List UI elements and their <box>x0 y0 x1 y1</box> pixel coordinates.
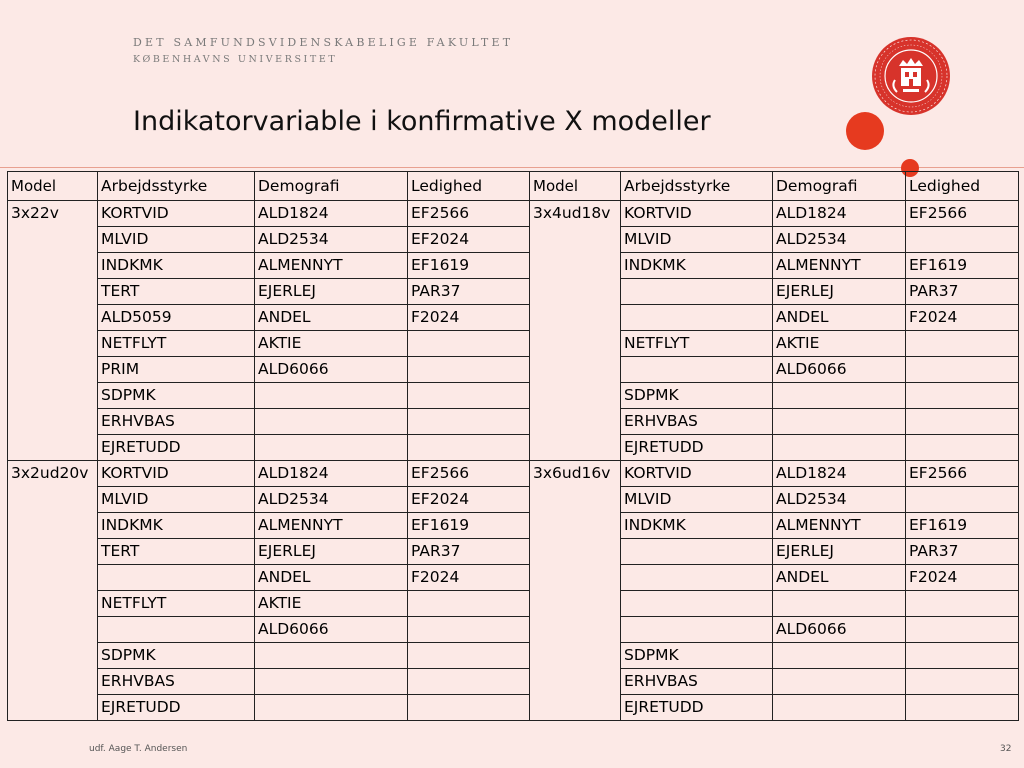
model-cell: 3x4ud18v <box>530 201 621 461</box>
table-cell: ALD1824 <box>255 461 408 487</box>
table-cell: F2024 <box>408 565 530 591</box>
table-cell: ERHVBAS <box>98 669 255 695</box>
table-cell: PRIM <box>98 357 255 383</box>
faculty-header <box>133 34 513 68</box>
table-cell <box>906 409 1019 435</box>
table-cell: MLVID <box>98 487 255 513</box>
table-cell: EJERLEJ <box>773 279 906 305</box>
page-number: 32 <box>1000 744 1012 754</box>
table-cell: NETFLYT <box>98 591 255 617</box>
table-cell: ERHVBAS <box>98 409 255 435</box>
header-divider <box>0 167 1024 168</box>
table-cell <box>98 617 255 643</box>
table-cell <box>408 643 530 669</box>
header-cell: Arbejdsstyrke <box>621 172 773 201</box>
model-cell: 3x22v <box>8 201 98 461</box>
table-cell: ALMENNYT <box>773 513 906 539</box>
table-cell: ANDEL <box>773 305 906 331</box>
table-cell: EF2566 <box>408 201 530 227</box>
header-cell: Ledighed <box>408 172 530 201</box>
table-cell: ALD6066 <box>255 617 408 643</box>
table-cell: F2024 <box>906 565 1019 591</box>
model-cell: 3x6ud16v <box>530 461 621 721</box>
table-cell: EF2566 <box>906 461 1019 487</box>
table-row <box>8 539 1019 565</box>
table-cell: EJRETUDD <box>621 435 773 461</box>
table-cell <box>255 695 408 721</box>
model-cell: 3x2ud20v <box>8 461 98 721</box>
table-cell <box>621 565 773 591</box>
table-cell: ALMENNYT <box>255 253 408 279</box>
table-cell: MLVID <box>98 227 255 253</box>
table-cell <box>98 565 255 591</box>
table-row <box>8 695 1019 721</box>
table-row <box>8 201 1019 227</box>
table-cell: SDPMK <box>98 383 255 409</box>
table-cell: TERT <box>98 539 255 565</box>
table-cell <box>906 617 1019 643</box>
table-cell <box>408 409 530 435</box>
table-cell <box>255 669 408 695</box>
table-cell <box>408 617 530 643</box>
table-cell <box>906 357 1019 383</box>
table-cell <box>621 357 773 383</box>
table-cell <box>773 383 906 409</box>
table-cell: ALD6066 <box>773 617 906 643</box>
table-cell: TERT <box>98 279 255 305</box>
table-cell: EJERLEJ <box>773 539 906 565</box>
table-row <box>8 669 1019 695</box>
table-cell: ANDEL <box>255 565 408 591</box>
table-cell: SDPMK <box>98 643 255 669</box>
table-cell: F2024 <box>408 305 530 331</box>
table-cell: KORTVID <box>621 201 773 227</box>
table-cell: ERHVBAS <box>621 409 773 435</box>
header-cell: Model <box>530 172 621 201</box>
table-cell: ALMENNYT <box>255 513 408 539</box>
table-cell: PAR37 <box>906 539 1019 565</box>
table-cell: MLVID <box>621 487 773 513</box>
table-row <box>8 617 1019 643</box>
table-cell <box>255 383 408 409</box>
header-cell: Ledighed <box>906 172 1019 201</box>
table-cell: EJERLEJ <box>255 279 408 305</box>
table-cell: PAR37 <box>408 539 530 565</box>
table-row <box>8 487 1019 513</box>
table-cell: KORTVID <box>98 461 255 487</box>
table-cell: EF2566 <box>906 201 1019 227</box>
table-cell: ANDEL <box>773 565 906 591</box>
table-cell: PAR37 <box>906 279 1019 305</box>
table-cell: SDPMK <box>621 383 773 409</box>
table-row <box>8 227 1019 253</box>
table-cell <box>773 669 906 695</box>
table-cell <box>773 409 906 435</box>
table-cell: SDPMK <box>621 643 773 669</box>
table-cell <box>621 279 773 305</box>
table-row <box>8 513 1019 539</box>
table-body <box>8 172 1019 721</box>
table-cell: EJRETUDD <box>98 695 255 721</box>
table-cell: ALD2534 <box>255 227 408 253</box>
table-row <box>8 305 1019 331</box>
table-cell: ALD2534 <box>773 487 906 513</box>
table-row <box>8 591 1019 617</box>
table-cell <box>906 383 1019 409</box>
table-cell <box>906 227 1019 253</box>
table-cell: KORTVID <box>98 201 255 227</box>
table-cell: EJRETUDD <box>98 435 255 461</box>
table-cell: AKTIE <box>255 591 408 617</box>
table-cell <box>621 539 773 565</box>
table-cell: KORTVID <box>621 461 773 487</box>
table-row <box>8 331 1019 357</box>
table-cell <box>408 695 530 721</box>
table-cell: EF1619 <box>906 253 1019 279</box>
table-row <box>8 279 1019 305</box>
table-cell: EF2024 <box>408 487 530 513</box>
table-cell <box>773 591 906 617</box>
footer-author: udf. Aage T. Andersen <box>89 744 188 754</box>
table-row <box>8 461 1019 487</box>
table-cell <box>906 643 1019 669</box>
university-seal-icon <box>871 36 951 116</box>
table-cell: NETFLYT <box>621 331 773 357</box>
table-cell <box>621 305 773 331</box>
table-cell: ALD6066 <box>255 357 408 383</box>
table-cell: PAR37 <box>408 279 530 305</box>
accent-dot-large <box>846 112 884 150</box>
table-cell <box>906 331 1019 357</box>
table-cell <box>408 331 530 357</box>
table-cell <box>408 383 530 409</box>
table-cell <box>255 435 408 461</box>
slide-title: Indikatorvariable i konfirmative X modeller <box>133 106 711 137</box>
table-row <box>8 565 1019 591</box>
table-cell <box>408 435 530 461</box>
table-cell <box>621 591 773 617</box>
university-name: KØBENHAVNS UNIVERSITET <box>133 54 338 65</box>
table-row <box>8 409 1019 435</box>
table-cell: EF2024 <box>408 227 530 253</box>
table-cell: AKTIE <box>773 331 906 357</box>
table-cell: ALD1824 <box>773 201 906 227</box>
header-cell: Arbejdsstyrke <box>98 172 255 201</box>
table-cell: ANDEL <box>255 305 408 331</box>
table-cell <box>773 695 906 721</box>
table-cell: EF1619 <box>408 253 530 279</box>
table-cell: EF1619 <box>408 513 530 539</box>
table-row <box>8 643 1019 669</box>
table-row <box>8 253 1019 279</box>
table-cell <box>906 669 1019 695</box>
table-cell: INDKMK <box>621 513 773 539</box>
table-cell: ALD2534 <box>255 487 408 513</box>
table-cell: INDKMK <box>621 253 773 279</box>
table-cell: ALD1824 <box>255 201 408 227</box>
table-cell <box>408 357 530 383</box>
table-cell: ALMENNYT <box>773 253 906 279</box>
table-cell: ALD1824 <box>773 461 906 487</box>
table-cell <box>408 591 530 617</box>
header-cell: Demografi <box>255 172 408 201</box>
table-cell: F2024 <box>906 305 1019 331</box>
table-cell: INDKMK <box>98 513 255 539</box>
table-row <box>8 383 1019 409</box>
indicator-table <box>7 171 1019 721</box>
table-cell: ALD2534 <box>773 227 906 253</box>
header-cell: Demografi <box>773 172 906 201</box>
header-row <box>8 172 1019 201</box>
table-cell <box>773 435 906 461</box>
table-cell: EJERLEJ <box>255 539 408 565</box>
table-cell: ALD5059 <box>98 305 255 331</box>
table-cell: MLVID <box>621 227 773 253</box>
header-cell: Model <box>8 172 98 201</box>
table-cell: EF1619 <box>906 513 1019 539</box>
table-cell <box>621 617 773 643</box>
table-row <box>8 357 1019 383</box>
table-cell <box>906 435 1019 461</box>
table-cell: ERHVBAS <box>621 669 773 695</box>
table-cell: INDKMK <box>98 253 255 279</box>
faculty-name: DET SAMFUNDSVIDENSKABELIGE FAKULTET <box>133 36 514 49</box>
table-cell: NETFLYT <box>98 331 255 357</box>
table-cell: EF2566 <box>408 461 530 487</box>
table-cell: AKTIE <box>255 331 408 357</box>
table-cell <box>255 409 408 435</box>
table-cell <box>408 669 530 695</box>
table-cell <box>255 643 408 669</box>
table-cell <box>906 487 1019 513</box>
table-cell <box>773 643 906 669</box>
table-cell <box>906 695 1019 721</box>
table-cell: ALD6066 <box>773 357 906 383</box>
table-cell: EJRETUDD <box>621 695 773 721</box>
table-cell <box>906 591 1019 617</box>
table-row <box>8 435 1019 461</box>
